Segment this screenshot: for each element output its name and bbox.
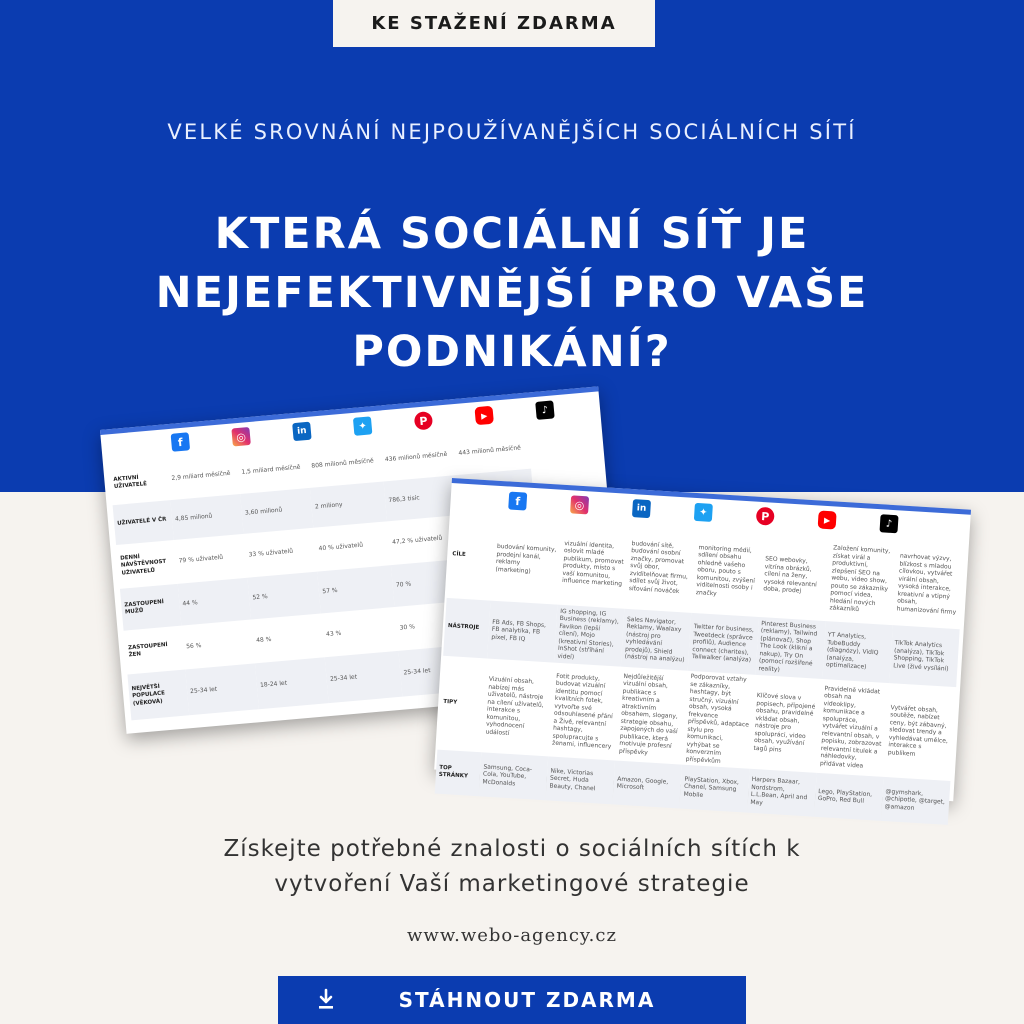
table-cell: 30 % — [399, 623, 416, 632]
headline-line-1: KTERÁ SOCIÁLNÍ SÍŤ JE — [214, 209, 810, 259]
table-cell: 40 % uživatelů — [318, 541, 364, 553]
facebook-icon: f — [171, 432, 191, 452]
table-cell: vizuální identita, oslovit mladé publikum, promovat produkty, místo s vaší komunitou, influence marketing — [561, 539, 624, 588]
table-cell: PlayStation, Xbox, Chanel, Samsung Mobile — [680, 765, 750, 813]
download-button-label: STÁHNOUT ZDARMA — [398, 988, 656, 1012]
table-cell: TikTok Analytics (analýza), TikTok Shopping, TikTok Live (živé vysílání) — [889, 625, 960, 687]
table-cell: 786,3 tisíc — [384, 475, 461, 521]
linkedin-icon: in — [632, 499, 651, 518]
table-cell: 44 % — [178, 578, 252, 626]
table-cell: budování komunity, prodejní kanál, reklamy (marketing) — [495, 542, 557, 575]
description-line-2: vytvoření Vaší marketingové strategie — [274, 871, 750, 897]
row-label: NÁSTROJE — [443, 598, 490, 659]
youtube-icon: ▶ — [474, 406, 494, 426]
tiktok-icon: ♪ — [535, 400, 555, 420]
table-cell: IG shopping, IG Business (reklamy), Favikon (lepší cílení), Mojo (kreativní Stories), InShot (stříhání videí) — [554, 605, 625, 667]
free-download-badge: KE STAŽENÍ ZDARMA — [333, 0, 655, 47]
table-cell: Vytvářet obsah, soutěže, nabízet ceny, být zábavný, sledovat trendy a vyhledávat umělce, interakce s publikem — [887, 703, 949, 758]
instagram-icon: ◎ — [231, 427, 251, 447]
table-cell: Pravidelně vkládat obsah na videoklipy, komunikace a spolupráce, vytvářet vizuální a relevantní obsah, v popisku, zobrazovat relevantní titulek a náhledovky, přidávat videa — [819, 684, 882, 770]
table-cell: Lego, PlayStation, GoPro, Red Bull — [814, 773, 884, 821]
download-icon — [316, 988, 336, 1012]
row-label: CÍLE — [452, 551, 466, 559]
table-cell: Harpers Bazaar, Nordstrom, L.L.Bean, April and May — [747, 769, 817, 817]
twitter-icon: ✦ — [353, 416, 373, 436]
description-line-1: Získejte potřebné znalosti o sociálních sítích k — [223, 836, 801, 862]
row-label: TIPY — [443, 699, 458, 706]
table-cell: 3,60 milionů — [240, 488, 313, 534]
row-label: ZASTOUPENÍ ŽEN — [127, 641, 168, 659]
tiktok-icon: ♪ — [879, 514, 898, 533]
facebook-icon: f — [508, 492, 527, 511]
table-cell: 1,5 miliard měsíčně — [241, 463, 301, 477]
pinterest-icon: P — [756, 507, 775, 526]
table-cell: 25-34 let — [399, 644, 477, 696]
twitter-icon: ✦ — [694, 503, 713, 522]
row-label: ZASTOUPENÍ MUŽŮ — [120, 584, 181, 631]
table-cell: 33 % uživatelů — [248, 547, 294, 559]
table-cell: Fotit produkty, budovat vizuální identitu pomocí kvalitních fotek, vytvořte své odsouhlasené přání a Živě, relevantní hashtagy, spolupracujte s ženami, influencery — [551, 672, 613, 751]
table-cell: YT Analytics, TubeBuddy (diagnózy), VidIQ (analýza, optimalizace) — [822, 621, 893, 683]
table-cell: 18-24 let — [255, 657, 329, 709]
table-cell: Vizuální obsah, nabízej más uživatelů, nástroje na cílení uživatelů, interakce s komunitou, vyhodnocení událostí — [485, 675, 544, 737]
table-cell: 25-34 let — [325, 651, 403, 703]
table-cell: Podporovat vztahy se zákazníky, hashtagy, být stručný, vizuální obsah, vysoká frekvence příspěvků, adaptace stylu pro komunikaci, vyhýbat se konverzním příspěvkům — [685, 672, 750, 765]
row-label: AKTIVNÍ UŽIVATELÉ — [113, 474, 148, 490]
headline — [0, 205, 1024, 382]
right-sheet-table — [435, 512, 965, 825]
table-cell: Nejdůležitější vizuální obsah, publikace s kreativním a atraktivním obsahem, slogany, strategie obsahu, zapojených do vaší publikace, která motivuje profesní příspěvky — [618, 672, 678, 757]
table-cell: 56 % — [185, 642, 202, 651]
table-cell: Pinterest Business (reklamy), Tailwind (plánovač), Shop The Look (klikni a nakup), Try On (pomocí rozšířené reality) — [755, 617, 826, 679]
table-cell: 2,9 miliard měsíčně — [171, 470, 231, 483]
table-cell: SEO webovky, vitrína obrázků, cílení na ženy, vysoká relevantní doba, prodej — [763, 555, 818, 595]
download-button[interactable] — [278, 976, 746, 1024]
subtitle: VELKÉ SROVNÁNÍ NEJPOUŽÍVANĚJŠÍCH SOCIÁLNÍCH SÍTÍ — [167, 120, 857, 144]
table-cell: FB Ads, FB Shops, FB analytika, FB pixel, FB IQ — [487, 601, 558, 663]
table-cell: Amazon, Google, Microsoft — [613, 760, 683, 808]
table-cell: Samsung, Coca-Cola, YouTube, McDonalds — [479, 752, 549, 800]
description-text — [0, 832, 1024, 902]
row-label: TOP STRÁNKY — [435, 750, 482, 797]
table-cell: 808 milionů měsíčně — [311, 457, 375, 470]
table-cell: Twitter for business, Tweetdeck (správce profilů), Audience connect (charites), Tailwalker (analýza) — [688, 613, 759, 675]
headline-line-2: NEJEFEKTIVNĚJŠÍ PRO VAŠE — [155, 268, 869, 318]
table-cell: 4,85 milionů — [170, 494, 243, 540]
table-cell: 436 milionů měsíčně — [384, 451, 448, 464]
linkedin-icon: in — [292, 422, 312, 442]
youtube-icon: ▶ — [818, 510, 837, 529]
website-link[interactable]: www.webo-agency.cz — [407, 925, 617, 946]
table-cell: navrhovat výzvy, blízkost s mladou cílovkou, vytvářet virální obsah, vysoká interakce, kreativní a vtipný obsah, humanizování firmy — [896, 552, 957, 616]
table-cell: 48 % — [255, 636, 272, 645]
table-cell: Založení komunity, získat virál a produktivní, zlepšení SEO na webu, video show, pouto se zákazníky pomocí videa, hledání nových zákazníků — [829, 544, 891, 614]
table-cell: Sales Navigator, Reklamy, Waalaxy (nástroj pro vyhledávání prodejů), Shield (nástroj na analýzu) — [621, 609, 692, 671]
table-cell: 79 % uživatelů — [178, 554, 224, 565]
comparison-sheet-right — [434, 478, 971, 812]
table-cell: 2 miliony — [310, 481, 387, 527]
table-cell: 70 % — [391, 559, 468, 607]
instagram-icon: ◎ — [570, 495, 589, 514]
pinterest-icon: P — [414, 411, 434, 431]
table-cell: 52 % — [248, 572, 322, 620]
table-cell: 47,2 % uživatelů — [391, 534, 443, 547]
table-cell: budování sítě, budování osobní značky, promovat svůj obor, zviditelňovat firmu, sdílet svůj život, síťování nováček — [628, 539, 689, 595]
table-cell: 25-34 let — [185, 663, 259, 715]
table-cell: 443 milionů měsíčně — [458, 444, 522, 458]
table-cell: Nike, Victorias Secret, Huda Beauty, Chanel — [546, 756, 616, 804]
table-cell: monitoring médií, sdílení obsahu ohledně vašeho oboru, pouto s komunitou, zvýšení viditelnosti osoby i značky — [695, 543, 756, 598]
table-cell: 57 % — [318, 565, 395, 613]
row-label: NEJVĚTŠÍ POPULACE (VĚKOVÁ) — [127, 669, 189, 720]
table-cell: Klíčové slova v popisech, přípojené obsahu, pravidelně vkládat obsah, nástroje pro spolupráci, video obsah, využívání tagů pins — [753, 692, 816, 754]
table-cell: @gymshark, @chipotle, @target, @amazon — [881, 777, 951, 825]
row-label: UŽIVATELÉ V ČR — [113, 500, 174, 545]
headline-line-3: PODNIKÁNÍ? — [352, 327, 672, 377]
table-cell: 43 % — [325, 630, 342, 639]
row-label: DENNÍ NÁVŠTĚVNOST UŽIVATELŮ — [120, 553, 167, 577]
